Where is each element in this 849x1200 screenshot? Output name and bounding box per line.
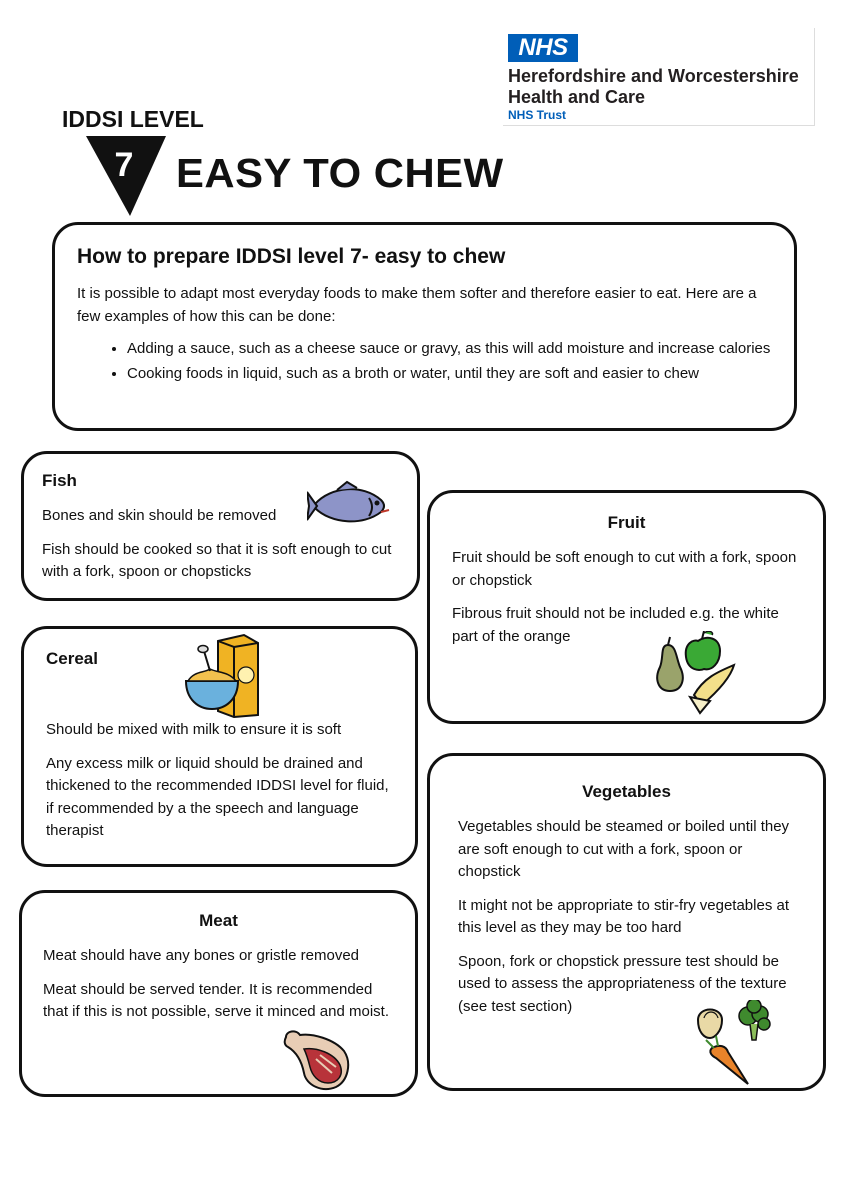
fruit-heading: Fruit xyxy=(607,513,646,532)
cereal-heading: Cereal xyxy=(46,649,98,668)
level-triangle-icon xyxy=(86,136,166,216)
meat-heading: Meat xyxy=(199,911,238,930)
vegetables-line-1: Vegetables should be steamed or boiled until they are soft enough to cut with a fork, spoon or chopstick xyxy=(458,818,790,880)
meat-line-2: Meat should be served tender. It is recommended that if this is not possible, serve it minced and moist. xyxy=(43,980,389,1020)
list-item: • Cooking foods in liquid, such as a broth or water, until they are soft and easier to chew xyxy=(127,363,772,386)
meat-icon xyxy=(282,1029,352,1091)
fruit-icon xyxy=(650,631,740,716)
logo-line-3: NHS Trust xyxy=(508,108,567,122)
intro-panel xyxy=(52,222,797,431)
vegetables-line-2: It might not be appropriate to stir-fry vegetables at this level as they may be too hard xyxy=(458,896,790,936)
cereal-panel xyxy=(21,626,418,867)
meat-line-1: Meat should have any bones or gristle removed xyxy=(43,947,360,964)
meat-panel xyxy=(19,890,418,1097)
intro-text: It is possible to adapt most everyday foods to make them softer and therefore easier to eat. Here are a few examples of how this can be done: xyxy=(77,285,757,325)
cereal-line-2: Any excess milk or liquid should be drained and thickened to the recommended IDDSI level for fluid, if recommended by a the speech and language therapist xyxy=(46,754,389,839)
vegetables-panel xyxy=(427,753,826,1091)
logo-line-2: Health and Care xyxy=(508,87,646,107)
fish-icon xyxy=(307,480,397,530)
fish-panel xyxy=(21,451,420,601)
iddsi-level-label: IDDSI LEVEL xyxy=(62,106,204,132)
list-item: • Adding a sauce, such as a cheese sauce or gravy, as this will add moisture and increase calories xyxy=(127,338,772,361)
intro-bullets xyxy=(77,338,772,385)
vegetables-line-3: Spoon, fork or chopstick pressure test should be used to assess the appropriateness of the texture (see test section) xyxy=(458,952,787,1015)
nhs-trust-logo xyxy=(503,28,815,126)
logo-line-1: Herefordshire and Worcestershire xyxy=(508,66,799,86)
fish-heading: Fish xyxy=(42,471,77,490)
fish-line-1: Bones and skin should be removed xyxy=(42,507,277,524)
vegetables-heading: Vegetables xyxy=(582,782,671,801)
fruit-line-1: Fruit should be soft enough to cut with a fork, spoon or chopstick xyxy=(452,549,797,589)
fruit-line-2: Fibrous fruit should not be included e.g. the white part of the orange xyxy=(452,605,779,645)
fruit-panel xyxy=(427,490,826,724)
cereal-icon xyxy=(182,633,262,718)
cereal-line-1: Should be mixed with milk to ensure it is soft xyxy=(46,721,342,738)
intro-heading: How to prepare IDDSI level 7- easy to chew xyxy=(77,245,506,268)
level-number: 7 xyxy=(114,146,134,184)
fish-line-2: Fish should be cooked so that it is soft enough to cut with a fork, spoon or chopsticks xyxy=(42,540,392,580)
vegetables-icon xyxy=(692,1000,782,1088)
nhs-badge: NHS xyxy=(508,34,578,62)
page-title: EASY TO CHEW xyxy=(176,150,504,196)
